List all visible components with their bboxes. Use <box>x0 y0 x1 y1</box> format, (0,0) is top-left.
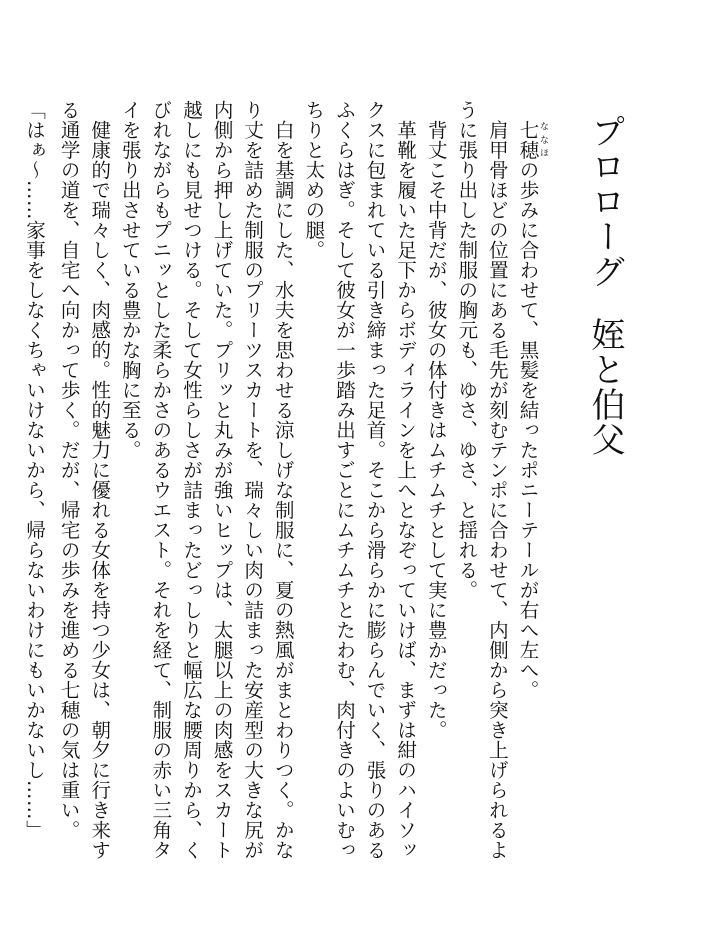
paragraph: 革靴を履いた足下からボディラインを上へとなぞっていけば、まずは紺のハイソックスに包まれている引き締まった足首。そこから滑らかに膨らんでいく、張りのあるふくらはぎ。そして彼女が一歩踏み出すごとにムチムチとたわむ、肉付きのよいむっちりと太めの腿。 <box>302 100 418 860</box>
vertical-text-page <box>18 100 625 860</box>
paragraph: 背丈こそ中背だが、彼女の体付きはムチムチとして実に豊かだった。 <box>424 119 448 740</box>
dialogue-line: 「はぁ～……家事をしなくちゃいけないから、帰らないわけにもいかないし……」 <box>23 100 46 840</box>
chapter-title: 姪と伯父 <box>585 317 625 457</box>
paragraph: 肩甲骨ほどの位置にある毛先が刻むテンポに合わせて、内側から突き上げられるように張り出した制服の胸元も、ゆさ、ゆさ、と揺れる。 <box>455 100 509 860</box>
ruby-reading: ななほ <box>538 119 548 160</box>
name-ruby <box>516 119 548 160</box>
paragraph: 白を基調にした、水夫を思わせる涼しげな制服に、夏の熱風がまとわりつく。かなり丈を詰めた制服のプリーツスカートを、瑞々しい肉の詰まった安産型の大きな尻が内側から押し上げていた。プリッと丸みが強いヒップは、太腿以上の肉感をスカート越しにも見せつける。そして女性らしさが詰まったどっしりと幅広な腰周りから、くびれながらもプニッとした柔らかさのあるウエスト。それを経て、制服の赤い三角タイを張り出させている豊かな胸に至る。 <box>118 100 295 860</box>
ruby-base: 七穂 <box>516 119 540 160</box>
body-text <box>18 100 548 860</box>
chapter-heading <box>585 114 625 860</box>
paragraph <box>512 100 548 860</box>
paragraph-text: の歩みに合わせて、黒髪を結ったポニーテールが右へ左へ。 <box>516 159 540 700</box>
paragraph: 健康的で瑞々しく、肉感的。性的魅力に優れる女体を持つ少女は、朝夕に行き来する通学の道を、自宅へ向かって歩く。だが、帰宅の歩みを進める七穂の気は重い。 <box>57 100 112 860</box>
chapter-label: プロローグ <box>585 114 625 289</box>
